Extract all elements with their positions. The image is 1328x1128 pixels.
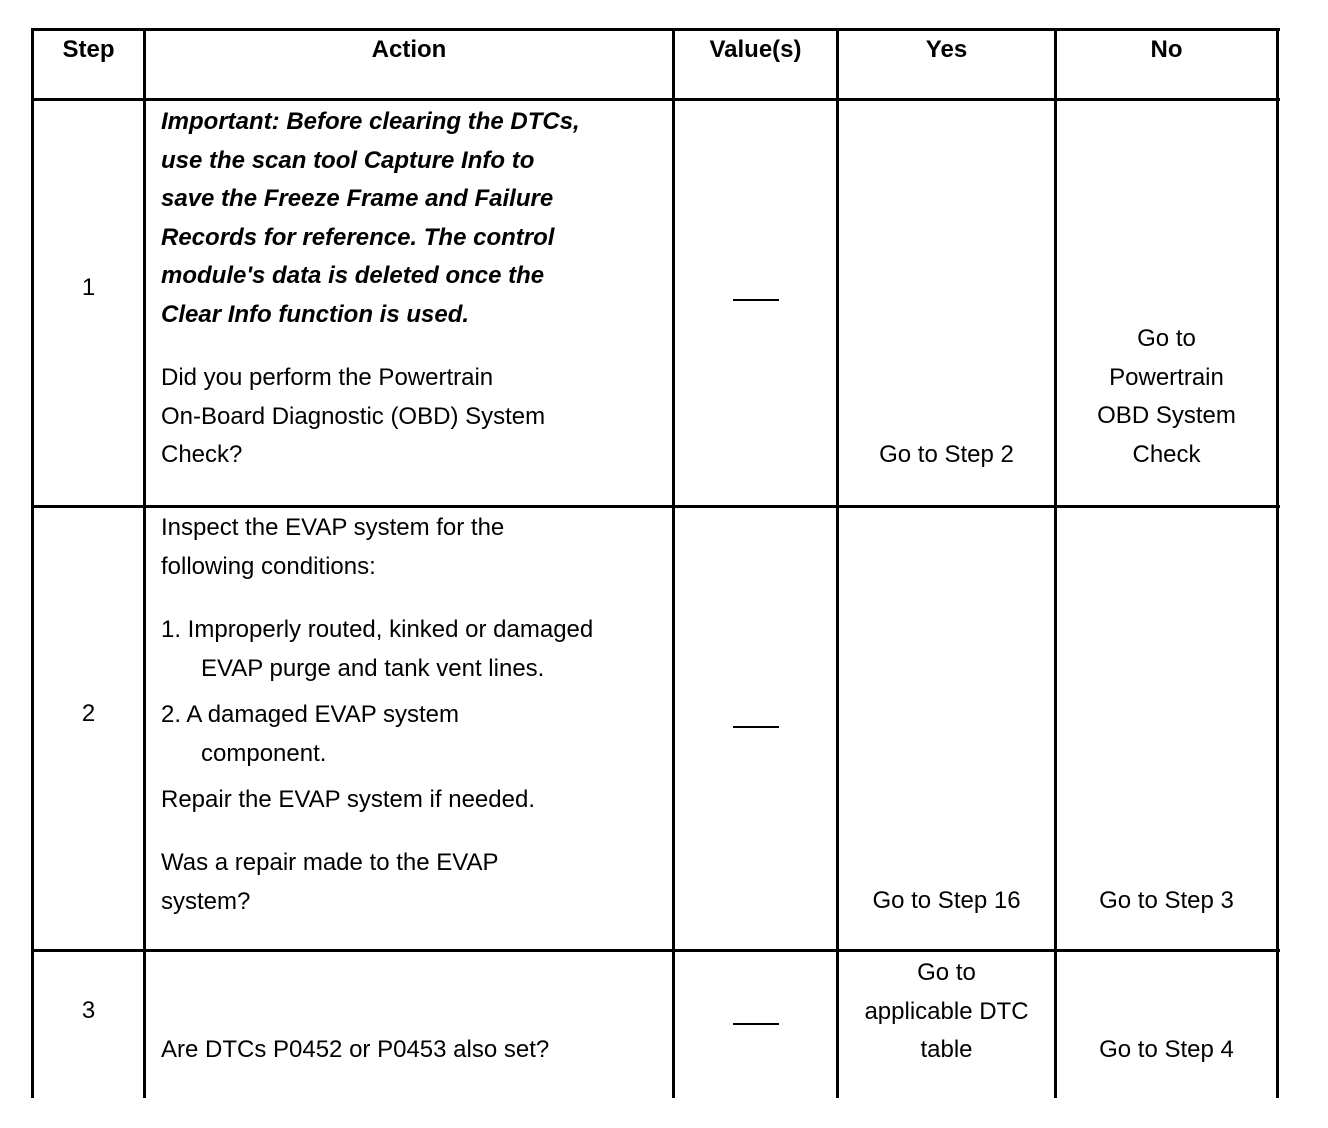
question-line: system?: [161, 887, 251, 915]
list-item: [161, 611, 671, 688]
table-border-left: [31, 28, 34, 1098]
list-item-line: 2. A damaged EVAP system: [161, 701, 459, 728]
intro-line: following conditions:: [161, 552, 376, 580]
row-divider: [31, 949, 1280, 952]
list-item-line: component.: [201, 739, 327, 767]
action-question: [161, 844, 671, 921]
table-border-right: [1276, 28, 1279, 1098]
question-line: Did you perform the Powertrain: [161, 364, 494, 391]
no-line: OBD System: [1097, 402, 1236, 429]
question-line: Was a repair made to the EVAP: [161, 849, 499, 876]
note-line: use the scan tool Capture Info to: [161, 146, 535, 174]
yes-action: [839, 954, 1054, 1070]
no-action: Go to Step 3: [1099, 887, 1234, 914]
repair-instruction: Repair the EVAP system if needed.: [161, 786, 535, 813]
yes-line: table: [920, 1036, 973, 1063]
note-line: save the Freeze Frame and Failure: [161, 185, 554, 212]
row-divider: [31, 505, 1280, 508]
column-divider: [836, 28, 839, 1098]
header-no: No: [1150, 36, 1183, 63]
column-divider: [672, 28, 675, 1098]
column-divider: [143, 28, 146, 1098]
intro-line: Inspect the EVAP system for the: [161, 514, 505, 541]
no-action: [1057, 320, 1276, 474]
note-line: module's data is deleted once the: [161, 262, 545, 289]
note-line: Clear Info function is used.: [161, 300, 470, 328]
value-dash: [733, 1023, 779, 1025]
no-action: Go to Step 4: [1099, 1036, 1234, 1063]
yes-action: Go to Step 2: [879, 441, 1014, 468]
question-line: Check?: [161, 441, 243, 468]
table-border-top: [31, 28, 1280, 31]
action-question: Are DTCs P0452 or P0453 also set?: [161, 1036, 550, 1063]
value-dash: [733, 299, 779, 301]
yes-action: Go to Step 16: [872, 887, 1021, 914]
header-values: Value(s): [709, 36, 802, 63]
no-line: Go to: [1137, 325, 1196, 352]
question-line: On-Board Diagnostic (OBD) System: [161, 402, 546, 430]
header-step: Step: [62, 36, 115, 63]
yes-line: applicable DTC: [864, 997, 1029, 1025]
column-divider: [1054, 28, 1057, 1098]
list-item: [161, 696, 671, 773]
no-line: Powertrain: [1109, 363, 1224, 391]
action-intro: [161, 509, 671, 586]
header-yes: Yes: [925, 36, 968, 63]
important-note: [161, 103, 671, 334]
list-item-line: EVAP purge and tank vent lines.: [201, 654, 545, 682]
action-question: [161, 359, 671, 475]
list-item-line: 1. Improperly routed, kinked or damaged: [161, 616, 594, 643]
note-line: Important: Before clearing the DTCs,: [161, 108, 580, 135]
header-divider: [31, 98, 1280, 101]
step-number: 3: [81, 997, 96, 1024]
step-number: 2: [81, 700, 96, 727]
note-line: Records for reference. The control: [161, 223, 555, 251]
header-action: Action: [371, 36, 447, 63]
step-number: 1: [81, 274, 96, 301]
value-dash: [733, 726, 779, 728]
yes-line: Go to: [917, 959, 976, 986]
no-line: Check: [1132, 440, 1201, 468]
